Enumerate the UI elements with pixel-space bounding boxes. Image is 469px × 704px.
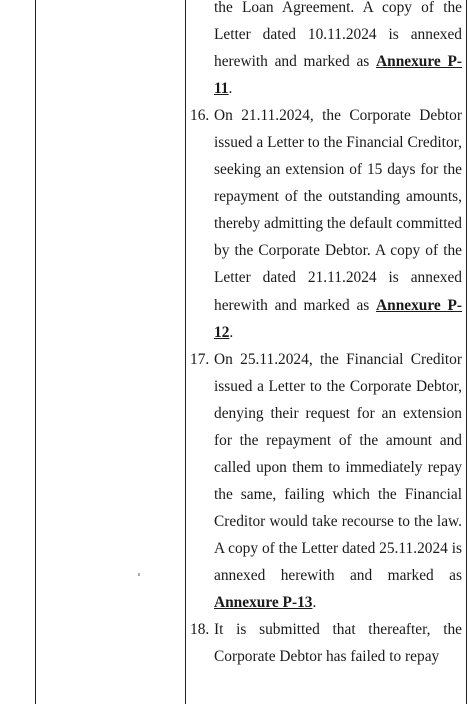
paragraph-end: . [229, 323, 234, 341]
paragraph-number: 17. [190, 350, 210, 368]
paragraph-18 [190, 616, 462, 670]
paragraph-number: 18. [190, 621, 210, 639]
paragraph-text: On 21.11.2024, the Corporate Debtor issued a Letter to the Financial Creditor, seeking an extension of 15 days for the repayment of the outstanding amounts, thereby admitting the default committed by the Corporate Debtor. A copy of the Letter dated 21.11.2024 is annexed herewith and marked as [214, 107, 462, 314]
paragraph-17 [190, 346, 462, 616]
paragraph-text: It is submitted that thereafter, the Corporate Debtor has failed to repay [214, 621, 462, 666]
paragraph-number: 16. [190, 107, 210, 125]
annexure-label: Annexure P-13 [214, 594, 313, 612]
table-border-right [466, 0, 467, 704]
paragraph-end: . [228, 80, 233, 98]
table-border-left [35, 0, 36, 704]
paragraph-text: On 25.11.2024, the Financial Creditor issued a Letter to the Corporate Debtor, denying their request for an extension for the repayment of the amount and called upon them to immediately repay the same, failing which the Financial Creditor would take recourse to the law. A copy of the Letter dated 25.11.2024 is annexed herewith and marked as [214, 350, 462, 584]
table-border-middle [185, 0, 186, 704]
document-column [190, 0, 462, 670]
paragraph-16 [190, 102, 462, 345]
paragraph-end: . [312, 594, 317, 612]
paragraph-15-continued [190, 0, 462, 102]
annexure-label: Annexure P-12 [214, 296, 462, 341]
scan-speck [138, 573, 140, 576]
annexure-label: Annexure P-11 [214, 53, 462, 98]
paragraph-text: the Loan Agreement. A copy of the Letter dated 10.11.2024 is annexed herewith and marked as [214, 0, 462, 71]
